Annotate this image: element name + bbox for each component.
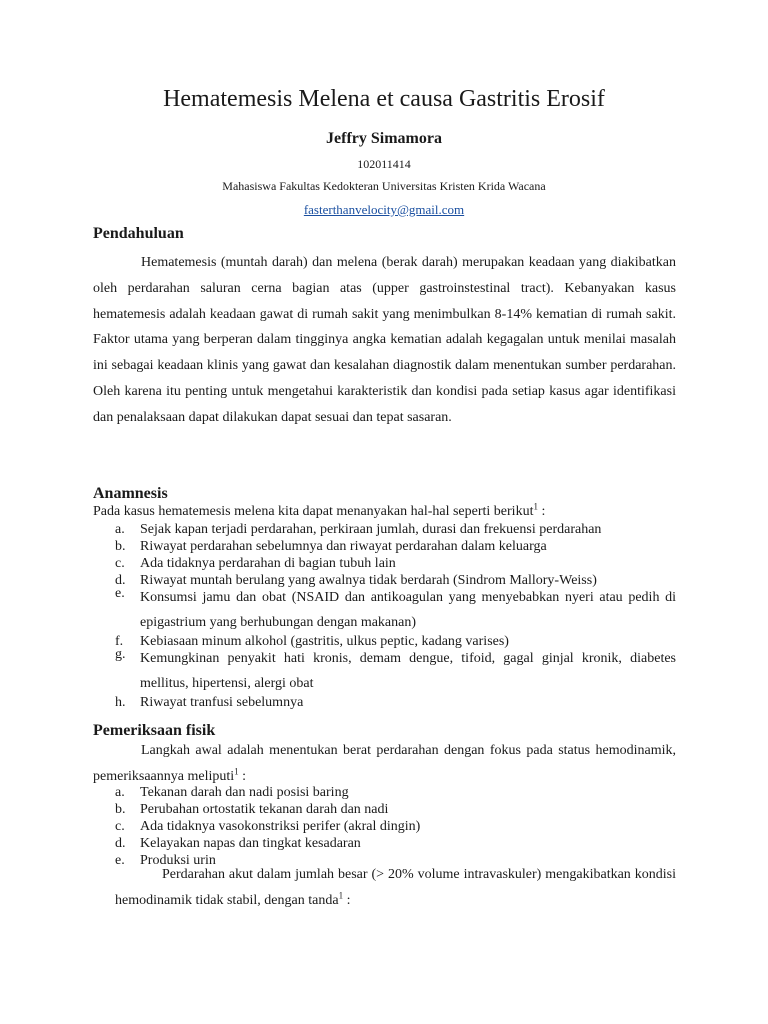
list-item: a. Sejak kapan terjadi perdarahan, perkiraan jumlah, durasi dan frekuensi perdarahan <box>115 522 602 537</box>
pemeriksaan-intro: Langkah awal adalah menentukan berat perdarahan dengan fokus pada status hemodinamik, pemeriksaannya meliputi$^1$ : <box>93 743 676 784</box>
anamnesis-intro: Pada kasus hematemesis melena kita dapat menanyakan hal-hal seperti berikut$^1$ : <box>93 501 546 519</box>
heading-pendahuluan: Pendahuluan <box>93 225 184 242</box>
list-item: f. Kebiasaan minum alkohol (gastritis, ulkus peptic, kadang varises) <box>115 634 509 649</box>
document-title: Hematemesis Melena et causa Gastritis Erosif <box>163 86 605 112</box>
footnote-ref: 1 <box>234 766 239 777</box>
heading-pemeriksaan-fisik: Pemeriksaan fisik <box>93 722 216 739</box>
list-item: h. Riwayat tranfusi sebelumnya <box>115 695 304 710</box>
list-item: d. Kelayakan napas dan tingkat kesadaran <box>115 836 361 851</box>
pemeriksaan-after: Perdarahan akut dalam jumlah besar (> 20% volume intravaskuler) mengakibatkan kondisi hemodinamik tidak stabil, dengan tanda$^1$ : <box>115 867 676 908</box>
list-item: d. Riwayat muntah berulang yang awalnya tidak berdarah (Sindrom Mallory-Weiss) <box>115 573 597 588</box>
list-item: b. Perubahan ortostatik tekanan darah dan nadi <box>115 802 389 817</box>
list-item: g. Kemungkinan penyakit hati kronis, demam dengue, tifoid, gagal ginjal kronik, diabetes mellitus, hipertensi, alergi obat <box>115 647 676 691</box>
list-item: e. Konsumsi jamu dan obat (NSAID dan antikoagulan yang menyebabkan nyeri atau pedih di epigastrium yang berhubungan dengan makanan) <box>115 586 676 630</box>
list-item: c. Ada tidaknya perdarahan di bagian tubuh lain <box>115 556 396 571</box>
list-item: e. Produksi urin <box>115 853 216 868</box>
heading-anamnesis: Anamnesis <box>93 485 168 502</box>
pemeriksaan-list <box>93 784 676 869</box>
footnote-ref: 1 <box>338 890 344 901</box>
pendahuluan-paragraph: Hematemesis (muntah darah) dan melena (berak darah) merupakan keadaan yang diakibatkan oleh perdarahan saluran cerna bagian atas (upper gastroinstestinal tract). Kebanyakan kasus hematemesis adalah keadaan gawat di rumah sakit yang menimbulkan 8-14% kematian di rumah sakit. Faktor utama yang berperan dalam tingginya angka kematian adalah kegagalan untuk menilai masalah ini sebagai keadaan klinis yang gawat dan kesalahan diagnostik dalam menentukan sumber perdarahan. Oleh karena itu penting untuk mengetahui karakteristik dan kondisi pada setiap kasus agar identifikasi dan penalaksaan dapat dilakukan dapat sesuai dan tepat sasaran. <box>93 255 676 425</box>
email-line <box>0 202 768 218</box>
email-link[interactable]: fasterthanvelocity@gmail.com <box>303 202 465 217</box>
anamnesis-list <box>93 521 676 711</box>
footnote-ref: 1 <box>533 501 538 512</box>
student-id: 102011414 <box>357 157 411 171</box>
list-item: a. Tekanan darah dan nadi posisi baring <box>115 785 349 800</box>
affiliation: Mahasiswa Fakultas Kedokteran Universitas Kristen Krida Wacana <box>222 179 546 193</box>
author-name: Jeffry Simamora <box>326 130 442 147</box>
list-item: b. Riwayat perdarahan sebelumnya dan riwayat perdarahan dalam keluarga <box>115 539 547 554</box>
list-item: c. Ada tidaknya vasokonstriksi perifer (akral dingin) <box>115 819 421 834</box>
